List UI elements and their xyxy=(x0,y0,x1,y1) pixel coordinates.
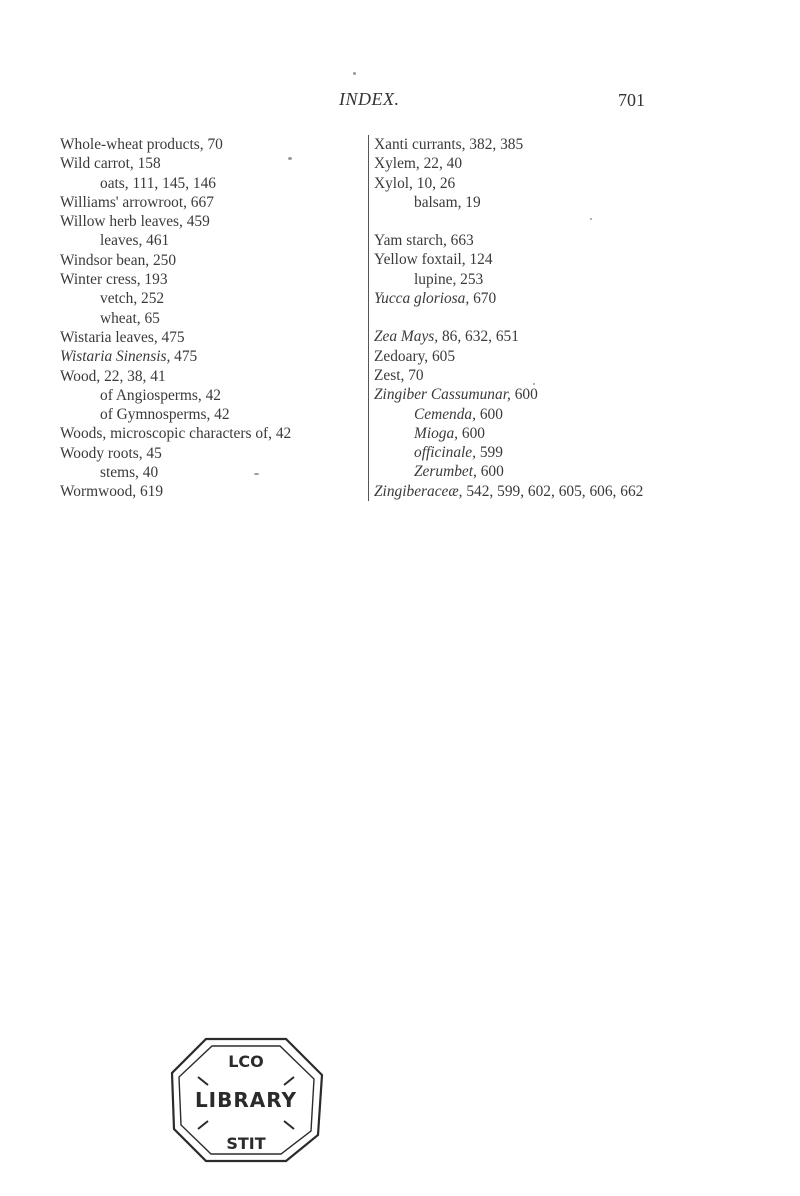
index-entry-text: of Angiosperms, 42 xyxy=(100,386,221,404)
index-entry-text: vetch, 252 xyxy=(100,290,165,308)
index-entry xyxy=(60,328,291,347)
index-entry xyxy=(60,289,291,308)
index-entry-term: Wistaria Sinensis, xyxy=(60,348,171,366)
library-stamp xyxy=(168,1033,324,1165)
index-entry xyxy=(374,366,643,385)
index-entry xyxy=(60,309,291,328)
index-entry-term: Mioga, xyxy=(414,424,459,442)
index-entry-term: Zingiber Cassumunar, xyxy=(374,386,511,404)
index-entry-text: Xanti currants, 382, 385 xyxy=(374,136,524,153)
index-entry-text: 600 xyxy=(475,405,503,423)
index-entry-term: Cemenda, xyxy=(414,405,476,423)
stamp-bottom-text: STIT xyxy=(226,1134,266,1153)
index-entry-text: Wood, 22, 38, 41 xyxy=(60,367,166,385)
index-entry xyxy=(60,193,291,212)
index-entry-text: 600 xyxy=(476,463,504,481)
index-entry xyxy=(374,443,643,462)
index-entry-text: Zedoary, 605 xyxy=(374,347,456,365)
index-entry-text: balsam, 19 xyxy=(414,193,481,211)
index-entry xyxy=(60,154,291,173)
index-entry-text: Wormwood, 619 xyxy=(60,483,164,501)
index-entry-text: of Gymnosperms, 42 xyxy=(100,406,230,424)
index-entry xyxy=(374,135,643,154)
index-entry xyxy=(60,251,291,270)
stamp-top-text: LCO xyxy=(228,1052,264,1071)
index-entry-text: Xylem, 22, 40 xyxy=(374,155,463,173)
index-entry xyxy=(60,482,291,501)
index-entry-text: Whole-wheat products, 70 xyxy=(60,136,223,153)
index-entry-text: 600 xyxy=(458,424,485,442)
index-entry xyxy=(374,289,643,308)
index-entry-text: Woody roots, 45 xyxy=(60,444,162,462)
index-entry-text: wheat, 65 xyxy=(100,309,160,327)
index-entry-text: 475 xyxy=(170,348,198,366)
index-entry xyxy=(60,367,291,386)
index-entry-text: leaves, 461 xyxy=(100,232,170,250)
index-entry xyxy=(60,405,291,424)
index-entry-term: Zerumbet, xyxy=(414,463,477,481)
index-entry xyxy=(60,135,291,154)
index-entry-text: 600 xyxy=(510,386,538,404)
index-entry-text: Winter cress, 193 xyxy=(60,271,168,289)
index-column-right xyxy=(368,135,643,501)
page-title: INDEX. xyxy=(339,89,400,109)
index-entry xyxy=(60,386,291,405)
index-entry-text: Williams' arrowroot, 667 xyxy=(60,193,214,211)
index-entry-text: Wistaria leaves, 475 xyxy=(60,328,185,346)
index-entry-text: Xylol, 10, 26 xyxy=(374,174,456,192)
page-number: 701 xyxy=(618,90,645,110)
index-entry xyxy=(374,231,643,250)
index-entry xyxy=(60,444,291,463)
index-entry xyxy=(60,347,291,366)
index-entry xyxy=(374,270,643,289)
index-entry-text: Zest, 70 xyxy=(374,366,424,384)
index-entry xyxy=(374,347,643,366)
index-column-left xyxy=(60,135,291,502)
index-entry xyxy=(374,154,643,173)
index-entry-text: 542, 599, 602, 605, 606, 662 xyxy=(462,482,644,500)
index-entry-text: 86, 632, 651 xyxy=(438,328,519,346)
index-entry xyxy=(374,462,643,481)
index-entry-term: Zingiberaceæ, xyxy=(374,482,463,500)
index-entry-term: Yucca gloriosa, xyxy=(374,290,470,308)
index-entry xyxy=(374,193,643,212)
index-entry xyxy=(60,231,291,250)
index-entry xyxy=(60,174,291,193)
index-entry xyxy=(374,174,643,193)
index-entry-text: oats, 111, 145, 146 xyxy=(100,174,216,192)
index-entry xyxy=(374,424,643,443)
index-entry-text: Woods, microscopic characters of, 42 xyxy=(60,425,292,443)
index-entry xyxy=(374,250,643,269)
index-entry xyxy=(60,270,291,289)
index-entry-text: Yam starch, 663 xyxy=(374,232,474,250)
index-entry xyxy=(374,327,643,346)
index-entry xyxy=(374,405,643,424)
index-entry-term: officinale, xyxy=(414,444,476,462)
index-entry-text: Windsor bean, 250 xyxy=(60,251,177,269)
index-entry-text: Wild carrot, 158 xyxy=(60,155,161,173)
index-entry-text: lupine, 253 xyxy=(414,270,484,288)
index-entry xyxy=(374,385,643,404)
index-entry-text: Yellow foxtail, 124 xyxy=(374,251,493,269)
index-entry-text: stems, 40 xyxy=(100,464,159,482)
index-entry-text: 599 xyxy=(475,444,503,462)
index-entry xyxy=(374,482,643,501)
index-entry xyxy=(60,424,291,443)
index-entry xyxy=(60,212,291,231)
index-entry-text: Willow herb leaves, 459 xyxy=(60,213,210,231)
index-entry-term: Zea Mays, xyxy=(374,328,439,346)
stamp-label: LIBRARY xyxy=(194,1088,298,1112)
index-entry-text: 670 xyxy=(469,290,497,308)
